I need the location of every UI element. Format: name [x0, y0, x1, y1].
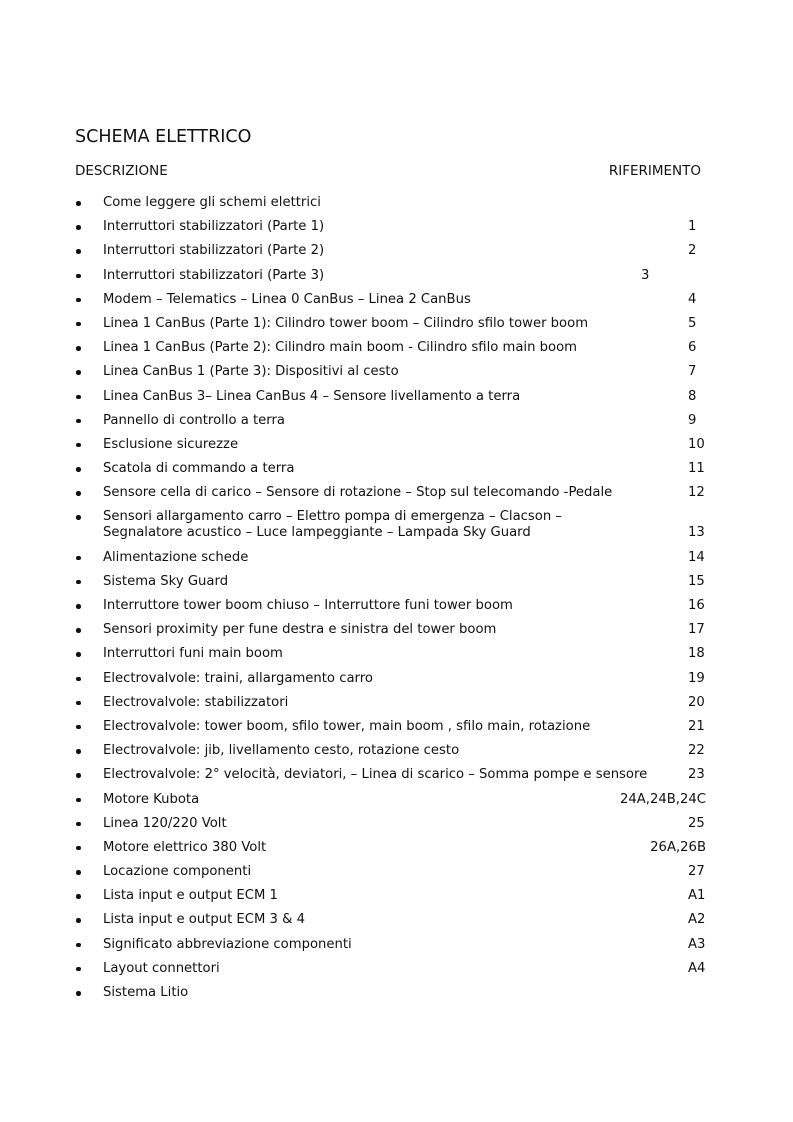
entry-reference: 22: [688, 743, 705, 759]
toc-entry: [0, 840, 793, 856]
entry-reference: 6: [688, 340, 697, 356]
toc-entry: [0, 937, 793, 953]
entry-reference: 26A,26B: [650, 839, 706, 855]
entry-reference: 13: [688, 525, 705, 541]
reference-column-header: RIFERIMENTO: [608, 163, 701, 179]
bullet-marker: [76, 894, 81, 899]
entry-reference: 16: [688, 598, 705, 613]
entry-description: Linea 1 CanBus (Parte 1): Cilindro tower boom – Cilindro sfilo tower boom: [103, 315, 589, 331]
entry-description: Interruttori stabilizzatori (Parte 1): [103, 219, 325, 235]
toc-entry: [0, 695, 793, 711]
entry-description: Layout connettori: [103, 960, 220, 976]
entry-description: Interruttore tower boom chiuso – Interruttore funi tower boom: [103, 598, 513, 613]
toc-entry: [0, 961, 793, 977]
entry-description: Significato abbreviazione componenti: [103, 936, 352, 952]
entry-description: Linea 1 CanBus (Parte 2): Cilindro main boom - Cilindro sfilo main boom: [103, 340, 577, 356]
entry-reference: 25: [688, 815, 705, 831]
toc-entry: [0, 671, 793, 687]
toc-entry: [0, 219, 793, 235]
entry-description: Modem – Telematics – Linea 0 CanBus – Linea 2 CanBus: [103, 291, 471, 307]
bullet-marker: [76, 346, 81, 351]
toc-entry: [0, 646, 793, 662]
entry-reference: A4: [688, 960, 706, 976]
entry-reference: 2: [688, 243, 697, 259]
entry-description: Electrovalvole: 2° velocità, deviatori, – Linea di scarico – Somma pompe e sensore: [103, 767, 648, 783]
entry-reference: 19: [688, 670, 705, 686]
toc-entry: [0, 743, 793, 759]
bullet-marker: [76, 846, 81, 851]
entry-description: Electrovalvole: jib, livellamento cesto, rotazione cesto: [103, 743, 460, 759]
bullet-marker: [76, 515, 81, 520]
entry-description: Electrovalvole: tower boom, sfilo tower, main boom , sfilo main, rotazione: [103, 718, 591, 734]
entry-reference: A3: [688, 936, 706, 952]
toc-entry: [0, 888, 793, 904]
bullet-marker: [76, 870, 81, 875]
entry-description-line-1: Sensori allargamento carro – Elettro pompa di emergenza – Clacson –: [103, 509, 563, 525]
entry-description: Lista input e output ECM 1: [103, 888, 278, 904]
toc-entry: [0, 364, 793, 380]
toc-entry: [0, 389, 793, 405]
bullet-marker: [76, 604, 81, 609]
toc-entry: [0, 816, 793, 832]
toc-entry: [0, 340, 793, 356]
bullet-marker: [76, 443, 81, 448]
bullet-marker: [76, 822, 81, 827]
entry-description: Motore Kubota: [103, 791, 200, 807]
entry-description: Sistema Litio: [103, 985, 189, 1000]
toc-entry: [0, 574, 793, 590]
bullet-marker: [76, 395, 81, 400]
bullet-marker: [76, 798, 81, 803]
entry-description: Electrovalvole: stabilizzatori: [103, 694, 289, 710]
entry-reference: 8: [688, 388, 697, 404]
table-of-contents: [0, 195, 793, 1009]
bullet-marker: [76, 419, 81, 424]
entry-reference: 23: [688, 767, 705, 783]
entry-description: Alimentazione schede: [103, 549, 249, 565]
bullet-marker: [76, 749, 81, 754]
entry-description: Sistema Sky Guard: [103, 573, 229, 589]
bullet-marker: [76, 467, 81, 472]
entry-reference: 14: [688, 549, 705, 565]
toc-entry: [0, 485, 793, 501]
entry-reference: 20: [688, 694, 705, 710]
entry-reference: 10: [688, 436, 705, 452]
toc-entry: [0, 461, 793, 477]
entry-reference: 17: [688, 622, 705, 638]
entry-reference: A2: [688, 912, 706, 928]
entry-description: Interruttori stabilizzatori (Parte 3): [103, 267, 325, 283]
entry-reference: 18: [688, 646, 705, 662]
bullet-marker: [76, 773, 81, 778]
entry-description: Motore elettrico 380 Volt: [103, 839, 267, 855]
toc-entry: [0, 243, 793, 259]
entry-reference: 27: [688, 864, 705, 880]
entry-description: Come leggere gli schemi elettrici: [103, 195, 321, 210]
toc-entry: [0, 719, 793, 735]
bullet-marker: [76, 628, 81, 633]
entry-reference: 24A,24B,24C: [619, 791, 706, 807]
entry-reference: 15: [688, 573, 705, 589]
bullet-marker: [76, 274, 81, 279]
entry-reference: 9: [688, 412, 697, 428]
entry-description: Sensori proximity per fune destra e sinistra del tower boom: [103, 622, 497, 638]
bullet-marker: [76, 701, 81, 706]
bullet-marker: [76, 370, 81, 375]
toc-entry: [0, 437, 793, 453]
entry-reference: 7: [688, 364, 697, 380]
toc-entry: [0, 767, 793, 783]
toc-entry: [0, 509, 793, 541]
toc-entry: [0, 413, 793, 429]
entry-description: Scatola di commando a terra: [103, 461, 295, 477]
toc-entry: [0, 622, 793, 638]
bullet-marker: [76, 298, 81, 303]
entry-description: Lista input e output ECM 3 & 4: [103, 912, 305, 928]
toc-entry: [0, 792, 793, 808]
entry-description: Interruttori stabilizzatori (Parte 2): [103, 243, 325, 259]
bullet-marker: [76, 652, 81, 657]
bullet-marker: [76, 943, 81, 948]
entry-description: Esclusione sicurezze: [103, 436, 239, 452]
toc-entry: [0, 985, 793, 1001]
toc-entry: [0, 550, 793, 566]
entry-reference: 12: [688, 485, 705, 501]
bullet-marker: [76, 967, 81, 972]
entry-description: Linea CanBus 1 (Parte 3): Dispositivi al cesto: [103, 364, 399, 380]
toc-entry: [0, 268, 793, 284]
toc-entry: [0, 912, 793, 928]
entry-description: Sensore cella di carico – Sensore di rotazione – Stop sul telecomando -Pedale: [103, 485, 613, 501]
entry-reference: A1: [688, 888, 706, 904]
bullet-marker: [76, 556, 81, 561]
entry-description: Locazione componenti: [103, 864, 252, 880]
entry-reference: 1: [688, 219, 697, 235]
entry-reference: 11: [688, 461, 705, 477]
entry-description-line-2: Segnalatore acustico – Luce lampeggiante – Lampada Sky Guard: [103, 525, 531, 541]
entry-reference: 3: [641, 267, 650, 283]
bullet-marker: [76, 918, 81, 923]
bullet-marker: [76, 725, 81, 730]
page-title: SCHEMA ELETTRICO: [75, 127, 252, 147]
description-column-header: DESCRIZIONE: [75, 163, 168, 179]
entry-reference: 4: [688, 291, 697, 307]
bullet-marker: [76, 322, 81, 327]
entry-description: Linea 120/220 Volt: [103, 815, 227, 831]
bullet-marker: [76, 249, 81, 254]
bullet-marker: [76, 677, 81, 682]
toc-entry: [0, 864, 793, 880]
entry-description: Electrovalvole: traini, allargamento carro: [103, 670, 373, 686]
toc-entry: [0, 195, 793, 211]
entry-reference: 5: [688, 315, 697, 331]
entry-reference: 21: [688, 718, 705, 734]
bullet-marker: [76, 225, 81, 230]
bullet-marker: [76, 201, 81, 206]
bullet-marker: [76, 991, 81, 996]
entry-description: Linea CanBus 3– Linea CanBus 4 – Sensore livellamento a terra: [103, 388, 521, 404]
entry-description: Pannello di controllo a terra: [103, 412, 285, 428]
bullet-marker: [76, 580, 81, 585]
bullet-marker: [76, 491, 81, 496]
entry-description: Interruttori funi main boom: [103, 646, 283, 662]
toc-entry: [0, 316, 793, 332]
toc-entry: [0, 598, 793, 614]
toc-entry: [0, 292, 793, 308]
